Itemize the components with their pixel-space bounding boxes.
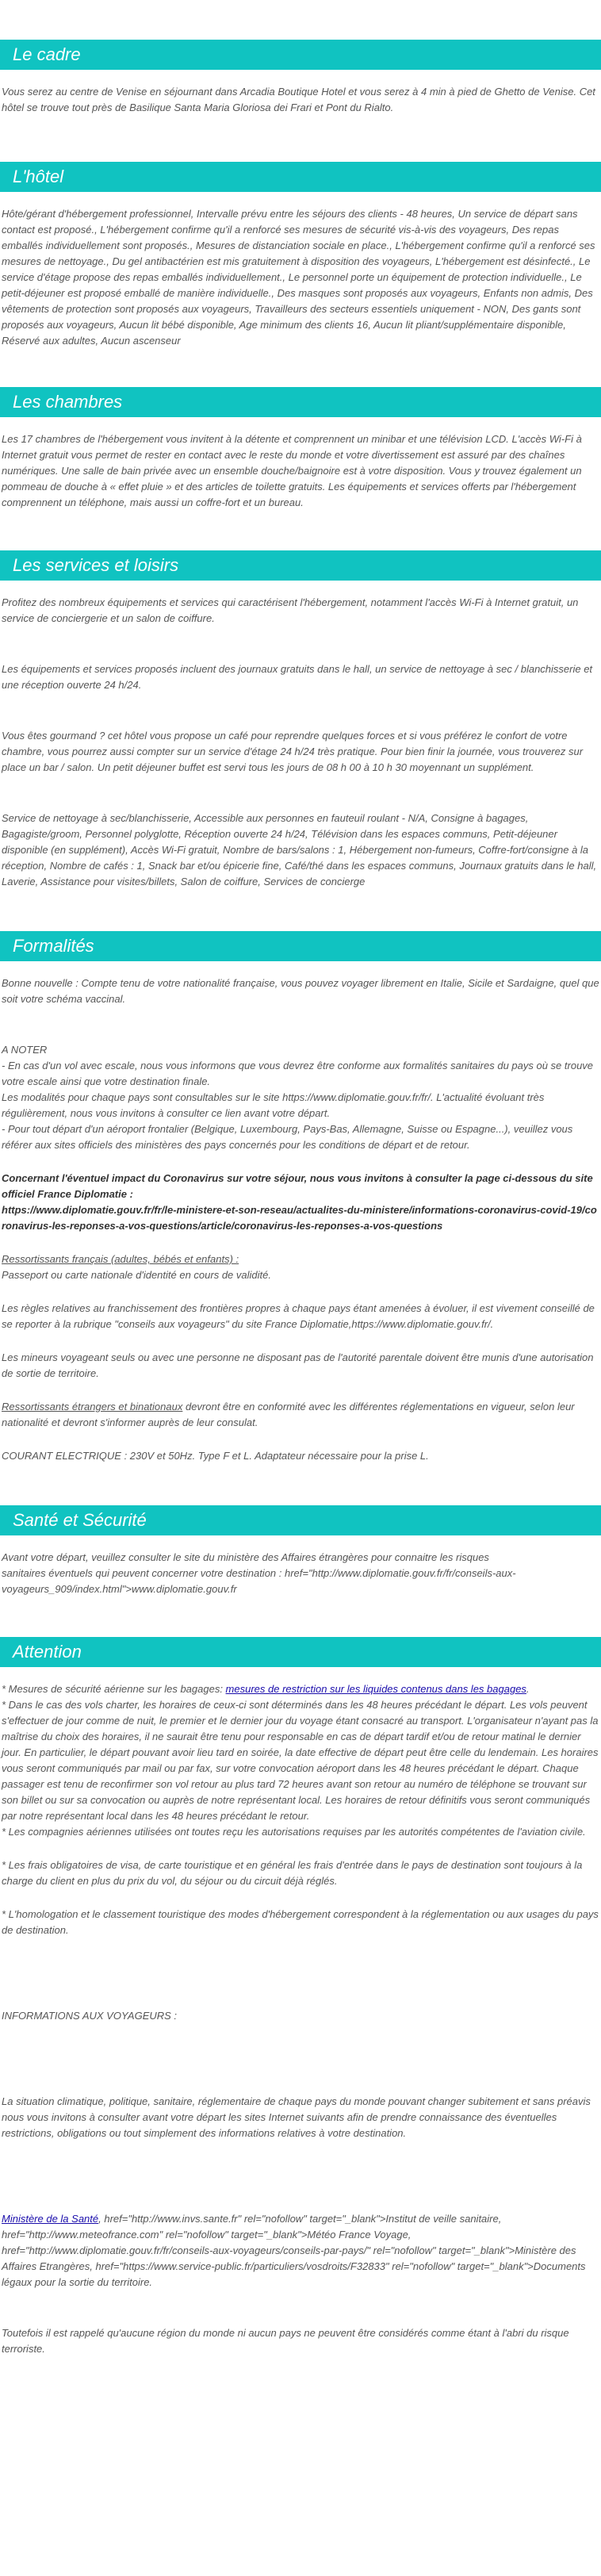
section-sante — [0, 1505, 601, 1597]
french-nationals-title: Ressortissants français (adultes, bébés et enfants) : — [2, 1253, 239, 1265]
foreign-nationals-detail: devront être en conformité avec les différentes réglementations en vigueur, selon leur nationalité et devront s'informer auprès de leur consulat. — [2, 1401, 575, 1428]
airlines-info: * Les compagnies aériennes utilisées ont toutes reçu les autorisations requises par les autorités compétentes de l'aviation civile. — [2, 1826, 586, 1838]
useful-links-text: , href="http://www.invs.sante.fr" rel="nofollow" target="_blank">Institut de veille sanitaire, href="http://www.meteofrance.com" rel="nofollow" target="_blank">Météo France Voyage, href="http://www.diplomatie.gouv.fr/fr/conseils-aux-voyageurs/conseils-par-pays/" rel="nofollow" target="_blank">Ministère des Affaires Etrangères, href="https://www.service-public.fr/particuliers/vosdroits/F32833" rel="nofollow" target="_blank">Documents légaux pour la sortie du territoire. — [2, 2213, 586, 2288]
charter-info: * Dans le cas des vols charter, les horaires de ceux-ci sont déterminés dans les 48 heures précédant le départ. Les vols peuvent s'effectuer de jour comme de nuit, le premier et le dernier jour du voyage étant consacré au transport. L'organisateur n'ayant pas la maîtrise du choix des horaires, il ne saurait être tenu pour responsable en cas de départ tardif et/ou de retour matinal le dernier jour. En particulier, le départ pouvant avoir lieu tard en soirée, la date effective de départ peut être celle du lendemain. Les horaires vous seront communiqués par mail ou par fax, sur votre convocation aéroport dans les 48 heures précédant le départ. Chaque passager est tenu de reconfirmer son vol retour au plus tard 72 heures avant son retour au numéro de téléphone se trouvant sur son billet ou sur sa convocation ou auprès de notre représentant local. Les horaires de retour définitifs vous seront communiqués par notre représentant local dans les 48 heures précédant le retour. — [2, 1699, 599, 1822]
anoter-frontalier: - Pour tout départ d'un aéroport frontalier (Belgique, Luxembourg, Pays-Bas, Allemagne, Suisse ou Espagne...), veuillez vous référer aux sites officiels des ministères des pays concernés pour les conditions de départ et de retour. — [2, 1123, 573, 1151]
liquids-restriction-link[interactable]: mesures de restriction sur les liquides contenus dans les bagages — [225, 1683, 526, 1695]
services-paragraph-3: Vous êtes gourmand ? cet hôtel vous propose un café pour reprendre quelques forces et si vous préférez le confort de votre chambre, vous pourrez aussi compter sur un service d'étage 24 h/24 très pratique. Pour bien finir la journée, vous trouverez sur place un bar / salon. Un petit déjeuner buffet est servi tous les jours de 08 h 00 à 10 h 30 moyennant un supplément. — [2, 730, 584, 773]
section-title-services: Les services et loisirs — [0, 550, 601, 581]
hotel-text: Hôte/gérant d'hébergement professionnel, Intervalle prévu entre les séjours des clients - 48 heures, Un service de départ sans contact est proposé., L'hébergement confirme qu'il a renforcé ses mesures de sécurité vis-à-vis des voyageurs, Des repas emballés individuellement sont proposés., Mesures de distanciation sociale en place., L'hébergement confirme qu'il a renforcé ses mesures de nettoyage., Du gel antibactérien est mis gratuitement à disposition des voyageurs, L'hébergement est désinfecté., Le service d'étage propose des repas emballés individuellement., Le personnel porte un équipement de protection individuelle., Le petit-déjeuner est proposé emballé de manière individuelle., Des masques sont proposés aux voyageurs, Enfants non admis, Des vêtements de protection sont proposés aux voyageurs, Travailleurs des secteurs essentiels uniquement - NON, Des gants sont proposés aux voyageurs, Aucun lit bébé disponible, Age minimum des clients 16, Aucun lit pliant/supplémentaire disponible, Réservé aux adultes, Aucun ascenseur — [2, 208, 595, 347]
foreign-nationals-title: Ressortissants étrangers et binationaux — [2, 1401, 183, 1413]
section-formalites — [0, 931, 601, 1464]
services-paragraph-2: Les équipements et services proposés incluent des journaux gratuits dans le hall, un service de nettoyage à sec / blanchisserie et une réception ouverte 24 h/24. — [2, 663, 593, 691]
situation-info: La situation climatique, politique, sanitaire, réglementaire de chaque pays du monde pouvant changer subitement et sans préavis — [2, 2095, 591, 2107]
services-paragraph-1: Profitez des nombreux équipements et services qui caractérisent l'hébergement, notamment l'accès Wi-Fi à Internet gratuit, un service de conciergerie et un salon de coiffure. — [2, 596, 579, 624]
useful-links — [2, 2211, 599, 2290]
visa-info: * Les frais obligatoires de visa, de carte touristique et en général les frais d'entrée dans le pays de destination sont toujours à la charge du client en plus du prix du vol, du séjour ou du circuit déjà réglés. — [2, 1859, 583, 1887]
section-title-chambres: Les chambres — [0, 387, 601, 417]
formalites-intro: Bonne nouvelle : Compte tenu de votre nationalité française, vous pouvez voyager librement en Italie, Sicile et Sardaigne, quel que soit votre schéma vaccinal. — [2, 977, 599, 1005]
electric-info: COURANT ELECTRIQUE : 230V et 50Hz. Type F et L. Adaptateur nécessaire pour la prise L. — [2, 1450, 429, 1462]
anoter-title: A NOTER — [2, 1044, 48, 1056]
anoter-escale: - En cas d'un vol avec escale, nous vous informons que vous devrez être conforme aux formalités sanitaires du pays où se trouve votre escale ainsi que votre destination finale. — [2, 1060, 594, 1087]
cadre-text: Vous serez au centre de Venise en séjournant dans Arcadia Boutique Hotel et vous serez à 4 min à pied de Ghetto de Venise. Cet hôtel se trouve tout près de Basilique Santa Maria Gloriosa dei Frari et Pont du Rialto. — [2, 86, 595, 113]
chambres-text: Les 17 chambres de l'hébergement vous invitent à la détente et comprennent un minibar et une télévision LCD. L'accès Wi-Fi à Internet gratuit vous permet de rester en contact avec le reste du monde et votre divertissement est assuré par des chaînes numériques. Une salle de bain privée avec un ensemble douche/baignoire est à votre disposition. Vous y trouvez également un pommeau de douche à « effet pluie » et des articles de toilette gratuits. Les équipements et services offerts par l'hébergement comprennent un téléphone, mais aussi un coffre-fort et un bureau. — [2, 433, 582, 508]
french-nationals-text: Passeport ou carte nationale d'identité en cours de validité. — [2, 1269, 271, 1281]
terrorisme-info: Toutefois il est rappelé qu'aucune région du monde ni aucun pays ne peuvent être considérés comme étant à l'abri du risque terroriste. — [2, 2327, 569, 2355]
ministere-sante-link[interactable]: Ministère de la Santé — [2, 2213, 99, 2225]
section-services — [0, 550, 601, 890]
section-cadre — [0, 40, 601, 116]
section-title-sante: Santé et Sécurité — [0, 1505, 601, 1535]
infos-voyageurs-title: INFORMATIONS AUX VOYAGEURS : — [2, 2010, 178, 2022]
foreign-nationals-text — [2, 1399, 599, 1431]
section-title-hotel: L'hôtel — [0, 162, 601, 192]
invite-info: nous vous invitons à consulter avant votre départ les sites Internet suivants afin de prendre connaissance des éventuelles restrictions, obligations ou tout simplement des informations relatives à votre destination. — [2, 2111, 557, 2139]
section-title-attention: Attention — [0, 1637, 601, 1667]
anoter-modalites: Les modalités pour chaque pays sont consultables sur le site https://www.diplomatie.gouv.fr/fr/. L'actualité évoluant très régulièrement, nous vous invitons à consulter ce lien avant votre départ. — [2, 1091, 545, 1119]
minors-rules: Les mineurs voyageant seuls ou avec une personne ne disposant pas de l'autorité parentale doivent être munis d'une autorisation de sortie de territoire. — [2, 1351, 594, 1379]
mesures-bagages — [2, 1681, 599, 1697]
services-paragraph-4: Service de nettoyage à sec/blanchisserie, Accessible aux personnes en fauteuil roulant - N/A, Consigne à bagages, Bagagiste/groom, Personnel polyglotte, Réception ouverte 24 h/24, Télévision dans les espaces communs, Petit-déjeuner disponible (en supplément), Accès Wi-Fi gratuit, Nombre de bars/salons : 1, Hébergement non-fumeurs, Coffre-fort/consigne à la réception, Nombre de cafés : 1, Snack bar et/ou épicerie fine, Café/thé dans les espaces communs, Journaux gratuits dans le hall, Laverie, Assistance pour visites/billets, Salon de coiffure, Services de concierge — [2, 812, 597, 887]
mesures-prefix: * Mesures de sécurité aérienne sur les bagages: — [2, 1683, 226, 1695]
homologation-info: * L'homologation et le classement touristique des modes d'hébergement correspondent à la réglementation ou aux usages du pays de destination. — [2, 1908, 599, 1936]
section-title-formalites: Formalités — [0, 931, 601, 961]
sante-text: Avant votre départ, veuillez consulter le site du ministère des Affaires étrangères pour connaitre les risques sanitaires éventuels qui peuvent concerner votre destination : href="http://www.diplomatie.gouv.fr/fr/conseils-aux-voyageurs_909/index.html">www.diplomatie.gouv.fr — [2, 1551, 516, 1595]
section-attention — [0, 1637, 601, 2357]
mesures-suffix: . — [526, 1683, 530, 1695]
covid-link: https://www.diplomatie.gouv.fr/fr/le-ministere-et-son-reseau/actualites-du-ministere/informations-coronavirus-covid-19/coronavirus-les-reponses-a-vos-questions/article/coronavirus-les-reponses-a-vos-questions — [2, 1204, 597, 1232]
section-chambres — [0, 387, 601, 511]
section-hotel — [0, 162, 601, 349]
border-rules: Les règles relatives au franchissement des frontières propres à chaque pays étant amenées à évoluer, il est vivement conseillé de se reporter à la rubrique "conseils aux voyageurs" du site France Diplomatie,https://www.diplomatie.gouv.fr/. — [2, 1302, 595, 1330]
covid-notice: Concernant l'éventuel impact du Coronavirus sur votre séjour, nous vous invitons à consulter la page ci-dessous du site officiel France Diplomatie : — [2, 1172, 593, 1200]
section-title-cadre: Le cadre — [0, 40, 601, 70]
